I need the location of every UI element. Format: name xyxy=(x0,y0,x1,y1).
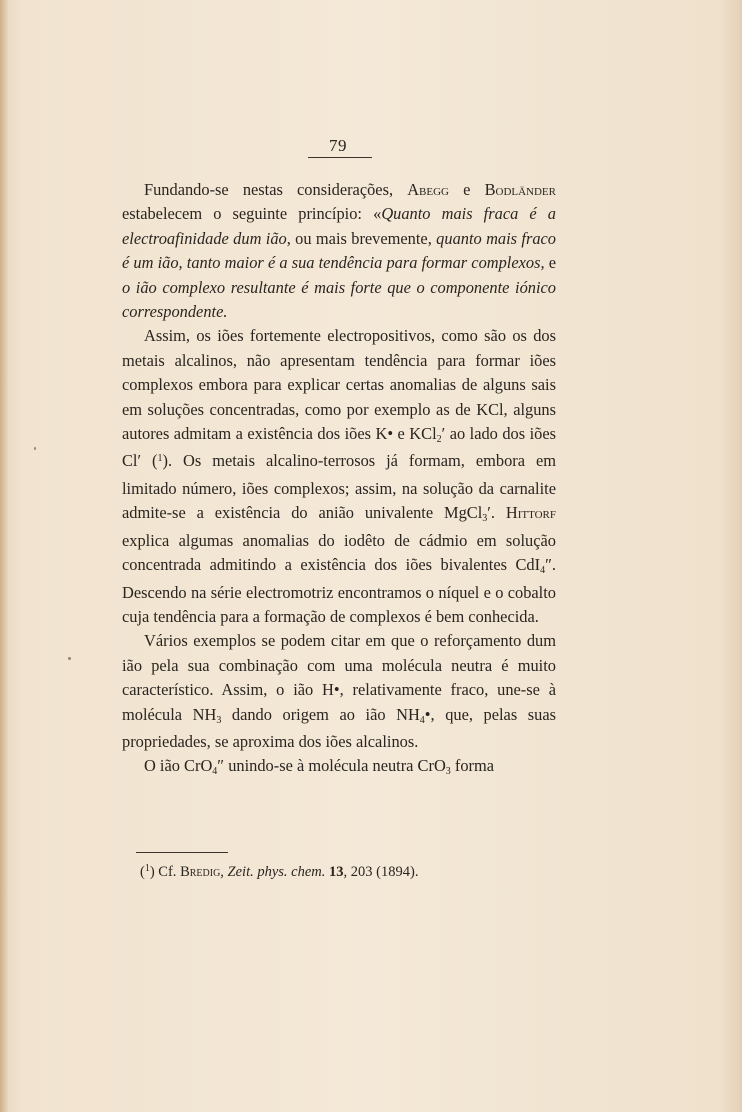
text-run: O ião CrO xyxy=(144,756,213,776)
paragraph xyxy=(122,324,556,629)
author-name: Bredig xyxy=(180,864,221,880)
subscript: 3 xyxy=(216,714,222,726)
page-number-rule xyxy=(308,157,372,158)
text-run: ) Cf. xyxy=(149,864,181,880)
footnote-marker: 1 xyxy=(144,863,150,874)
footnote-ref: 1 xyxy=(157,453,163,465)
text-run: , xyxy=(220,864,228,880)
text-run: •, que, pelas suas propriedades, se aproxima dos iões alcalinos. xyxy=(122,704,556,751)
text-run: Assim, os iões fortemente electropositivos, como são os dos metais alcalinos, não apresentam tendência para formar iões complexos embora para explicar certas anomalias de alguns sais em soluções concentradas, como por exemplo as de KCl, alguns autores admitam a existência dos iões K• e KCl xyxy=(122,326,556,444)
paragraph xyxy=(122,754,556,781)
paragraph xyxy=(122,178,556,324)
text-run: ″ unindo-se à molécula neutra CrO xyxy=(217,756,446,776)
text-run: ). Os metais alcalino-terrosos já formam, embora em limitado número, iões complexos; assim, na solução da carnalite admite-se a existência do anião univalente MgCl xyxy=(122,451,556,523)
paragraph xyxy=(122,629,556,754)
text-run: ′ ao lado dos iões Cl′ ( xyxy=(122,424,556,471)
text-run: forma xyxy=(450,756,495,776)
text-run: estabelecem o seguinte princípio: « xyxy=(122,204,382,224)
paper-speck xyxy=(68,657,71,660)
footnote-rule xyxy=(136,852,228,853)
subscript: 2 xyxy=(436,434,442,446)
text-run: ″. Descendo na série electromotriz encontramos o níquel e o cobalto cuja tendência para a formação de complexos é bem conhecida. xyxy=(122,555,556,626)
page-number: 79 xyxy=(329,136,347,155)
italic-text: quanto mais fraco é um ião, tanto maior é a sua tendência para formar complexos, xyxy=(122,228,556,273)
text-run: e xyxy=(448,180,485,199)
paper-speck xyxy=(34,447,36,450)
subscript: 3 xyxy=(482,513,488,525)
text-run: explica algumas anomalias do iodêto de cádmio em solução concentrada admitindo a existência dos iões bivalentes CdI xyxy=(122,530,556,575)
text-run: e xyxy=(544,253,557,273)
page-binding-edge xyxy=(0,0,8,1112)
subscript: 3 xyxy=(445,766,451,778)
text-run: ′. xyxy=(487,503,506,523)
text-run: dando origem ao ião NH xyxy=(221,704,420,724)
italic-text: Quanto mais fraca é a electroafinidade dum ião, xyxy=(122,204,556,248)
italic-text: Zeit. phys. chem. xyxy=(227,864,326,880)
subscript: 4 xyxy=(212,766,218,778)
text-run: Fundando-se nestas considerações, xyxy=(144,180,408,199)
subscript: 4 xyxy=(540,565,546,577)
italic-text: o ião complexo resultante é mais forte que o componente iónico correspondente. xyxy=(122,277,556,322)
text-run: Vários exemplos se podem citar em que o reforçamento dum ião pela sua combinação com uma molécula neutra é muito característico. Assim, o ião H•, relativamente fraco, une-se à molécula NH xyxy=(122,631,556,724)
text-run: , 203 (1894). xyxy=(343,864,419,880)
footnote: ($^1$) Cf. Bredig, Zeit. phys. chem. 13, 203 (1894). xyxy=(140,863,419,880)
author-name: Hittorf xyxy=(505,503,556,523)
subscript: 4 xyxy=(419,714,425,726)
text-run: ou mais brevemente, xyxy=(290,228,437,248)
footnote-text xyxy=(150,864,419,880)
author-name: Bodländer xyxy=(484,180,556,199)
author-name: Abegg xyxy=(407,180,449,199)
body-text xyxy=(122,178,556,782)
text-run: 13 xyxy=(329,864,344,880)
